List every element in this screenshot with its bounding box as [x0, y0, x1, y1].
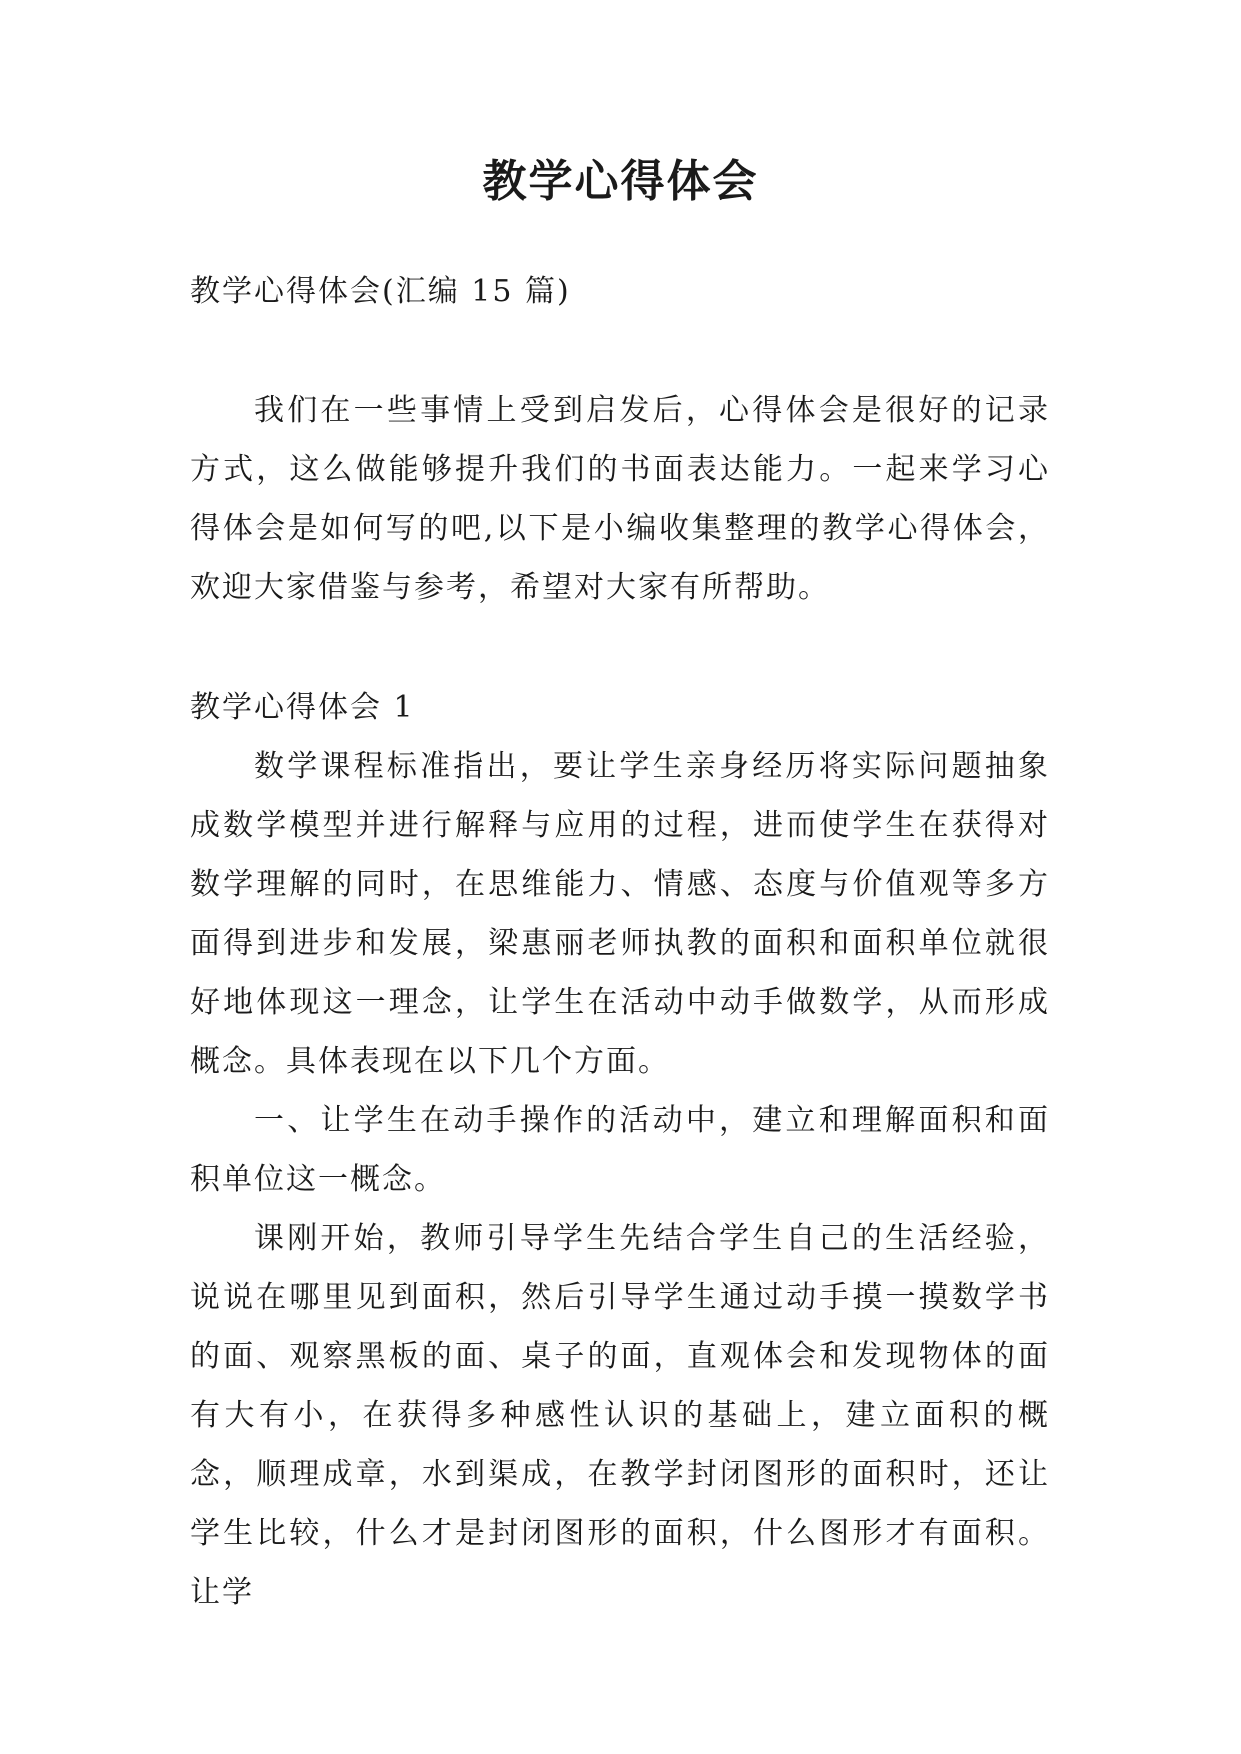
body-paragraph-2: 一、让学生在动手操作的活动中，建立和理解面积和面积单位这一概念。: [190, 1103, 1050, 1197]
document-subtitle: 教学心得体会(汇编 15 篇): [190, 274, 571, 309]
document-body: [190, 262, 1050, 1622]
section-heading: 教学心得体会 1: [190, 690, 415, 725]
body-paragraph-1: 数学课程标准指出，要让学生亲身经历将实际问题抽象成数学模型并进行解释与应用的过程，进而使学生在获得对数学理解的同时，在思维能力、情感、态度与价值观等多方面得到进步和发展，梁惠丽老师执教的面积和面积单位就很好地体现这一理念，让学生在活动中动手做数学，从而形成概念。具体表现在以下几个方面。: [190, 749, 1050, 1079]
intro-paragraph: 我们在一些事情上受到启发后，心得体会是很好的记录方式，这么做能够提升我们的书面表达能力。一起来学习心得体会是如何写的吧,以下是小编收集整理的教学心得体会，欢迎大家借鉴与参考，希望对大家有所帮助。: [190, 393, 1050, 605]
body-paragraph-3: 课刚开始，教师引导学生先结合学生自己的生活经验，说说在哪里见到面积，然后引导学生通过动手摸一摸数学书的面、观察黑板的面、桌子的面，直观体会和发现物体的面有大有小，在获得多种感性认识的基础上，建立面积的概念，顺理成章，水到渠成，在教学封闭图形的面积时，还让学生比较，什么才是封闭图形的面积，什么图形才有面积。让学: [190, 1221, 1050, 1610]
document-title: 教学心得体会: [482, 156, 759, 207]
